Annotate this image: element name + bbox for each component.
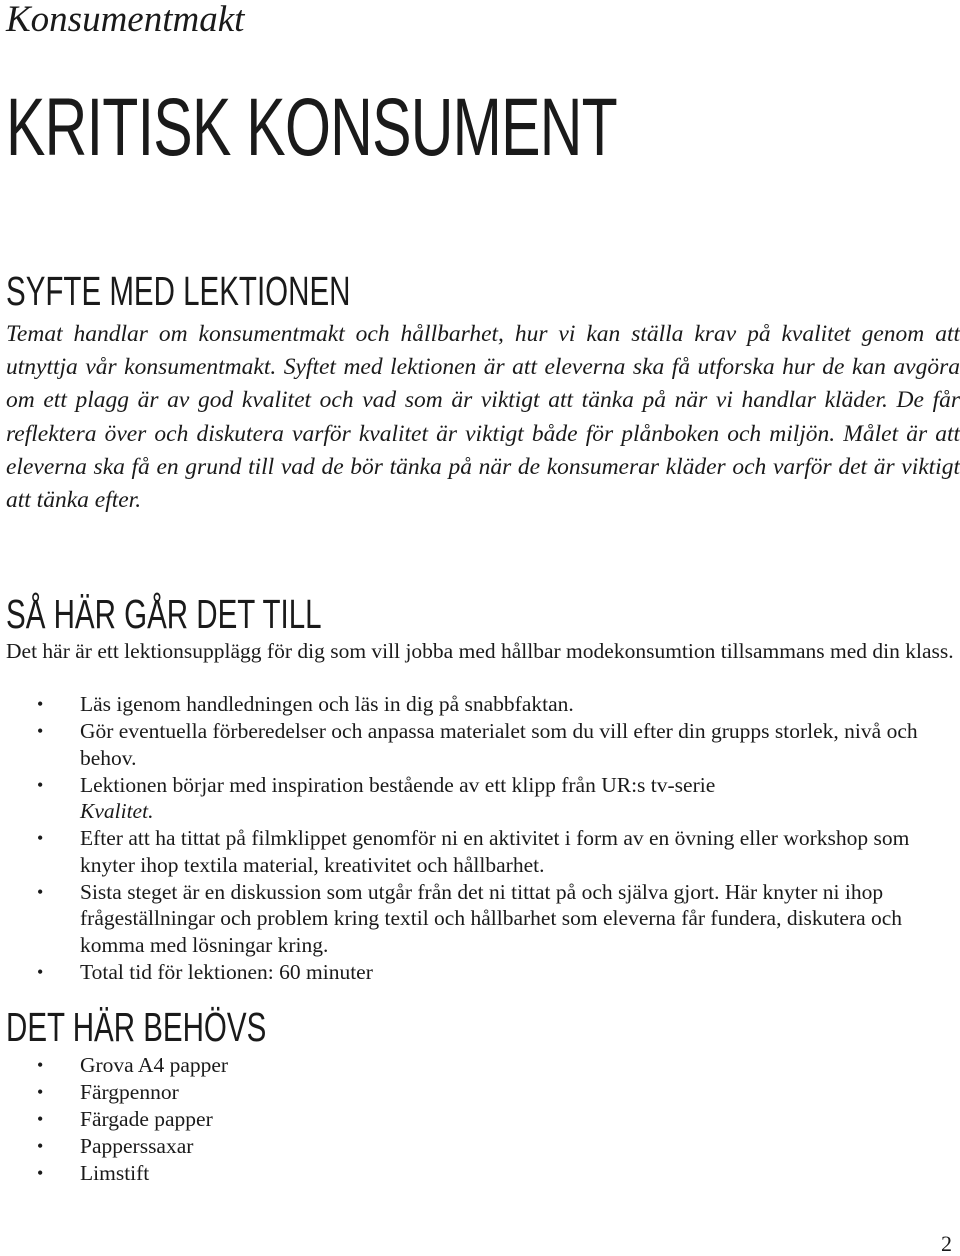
list-item <box>0 825 960 878</box>
material-text: Färgade papper <box>80 1107 213 1131</box>
page-number: 2 <box>941 1231 952 1256</box>
list-item <box>0 1106 960 1133</box>
syfte-paragraph: Temat handlar om konsumentmakt och hållbarhet, hur vi kan ställa krav på kvalitet genom att utnyttja vår konsumentmakt. Syftet med lektionen är att eleverna ska få utforska hur de kan avgöra om ett plagg är av god kvalitet och vad som är viktigt att tänka på när vi handlar kläder. De får reflektera över och diskutera varför kvalitet är viktigt både för plånboken och miljön. Målet är att eleverna ska få en grund till vad de bör tänka på när de konsumerar kläder och varför det är viktigt att tänka efter. <box>6 321 960 514</box>
list-item <box>0 879 960 959</box>
section-kicker: Konsumentmakt <box>6 0 245 40</box>
list-item <box>0 691 960 718</box>
list-item <box>0 1052 960 1079</box>
bullet-dot-icon: • <box>37 961 44 982</box>
step-text: Lektionen börjar med inspiration bestående av ett klipp från UR:s tv-serie <box>80 772 716 797</box>
step-text: Efter att ha tittat på filmklippet genomför ni en aktivitet i form av en övning eller workshop som knyter ihop textila material, kreativitet och hållbarhet. <box>80 826 910 877</box>
bullet-dot-icon: • <box>37 1136 44 1156</box>
material-text: Limstift <box>80 1161 150 1185</box>
material-text: Färgpennor <box>80 1080 179 1104</box>
bullet-dot-icon: • <box>37 1082 44 1102</box>
materials-list <box>0 1052 960 1187</box>
bullet-dot-icon: • <box>37 881 44 902</box>
heading-det-har-behovs: DET HÄR BEHÖVS <box>6 1004 267 1050</box>
heading-sa-har-gar-det-till: SÅ HÄR GÅR DET TILL <box>6 591 322 637</box>
bullet-dot-icon: • <box>37 1163 44 1183</box>
list-item <box>0 1133 960 1160</box>
list-item <box>0 1079 960 1106</box>
bullet-dot-icon: • <box>37 721 44 741</box>
bullet-dot-icon: • <box>37 828 44 848</box>
step-text: Total tid för lektionen: 60 minuter <box>80 959 373 984</box>
list-item <box>0 772 960 825</box>
bullet-dot-icon: • <box>37 694 44 714</box>
sa-har-paragraph: Det här är ett lektionsupplägg för dig som vill jobba med hållbar modekonsumtion tillsammans med din klass. <box>6 639 954 663</box>
step-text: Sista steget är en diskussion som utgår från det ni tittat på och själva gjort. Här knyter ni ihop frågeställningar och problem kring textil och hållbarhet som eleverna får fundera, diskutera och komma med lösningar kring. <box>80 879 903 957</box>
heading-syfte: SYFTE MED LEKTIONEN <box>6 268 351 314</box>
page-title: KRITISK KONSUMENT <box>6 82 618 173</box>
steps-list <box>0 691 960 986</box>
bullet-dot-icon: • <box>37 1109 44 1129</box>
bullet-dot-icon: • <box>37 1055 44 1075</box>
material-text: Papperssaxar <box>80 1134 194 1158</box>
material-text: Grova A4 papper <box>80 1053 229 1077</box>
step-text: Läs igenom handledningen och läs in dig på snabbfaktan. <box>80 692 574 716</box>
bullet-dot-icon: • <box>37 774 44 795</box>
list-item <box>0 959 960 986</box>
step-text: Gör eventuella förberedelser och anpassa materialet som du vill efter din grupps storlek, nivå och behov. <box>80 719 918 770</box>
list-item <box>0 1160 960 1187</box>
series-title: Kvalitet. <box>80 799 154 823</box>
list-item <box>0 718 960 771</box>
